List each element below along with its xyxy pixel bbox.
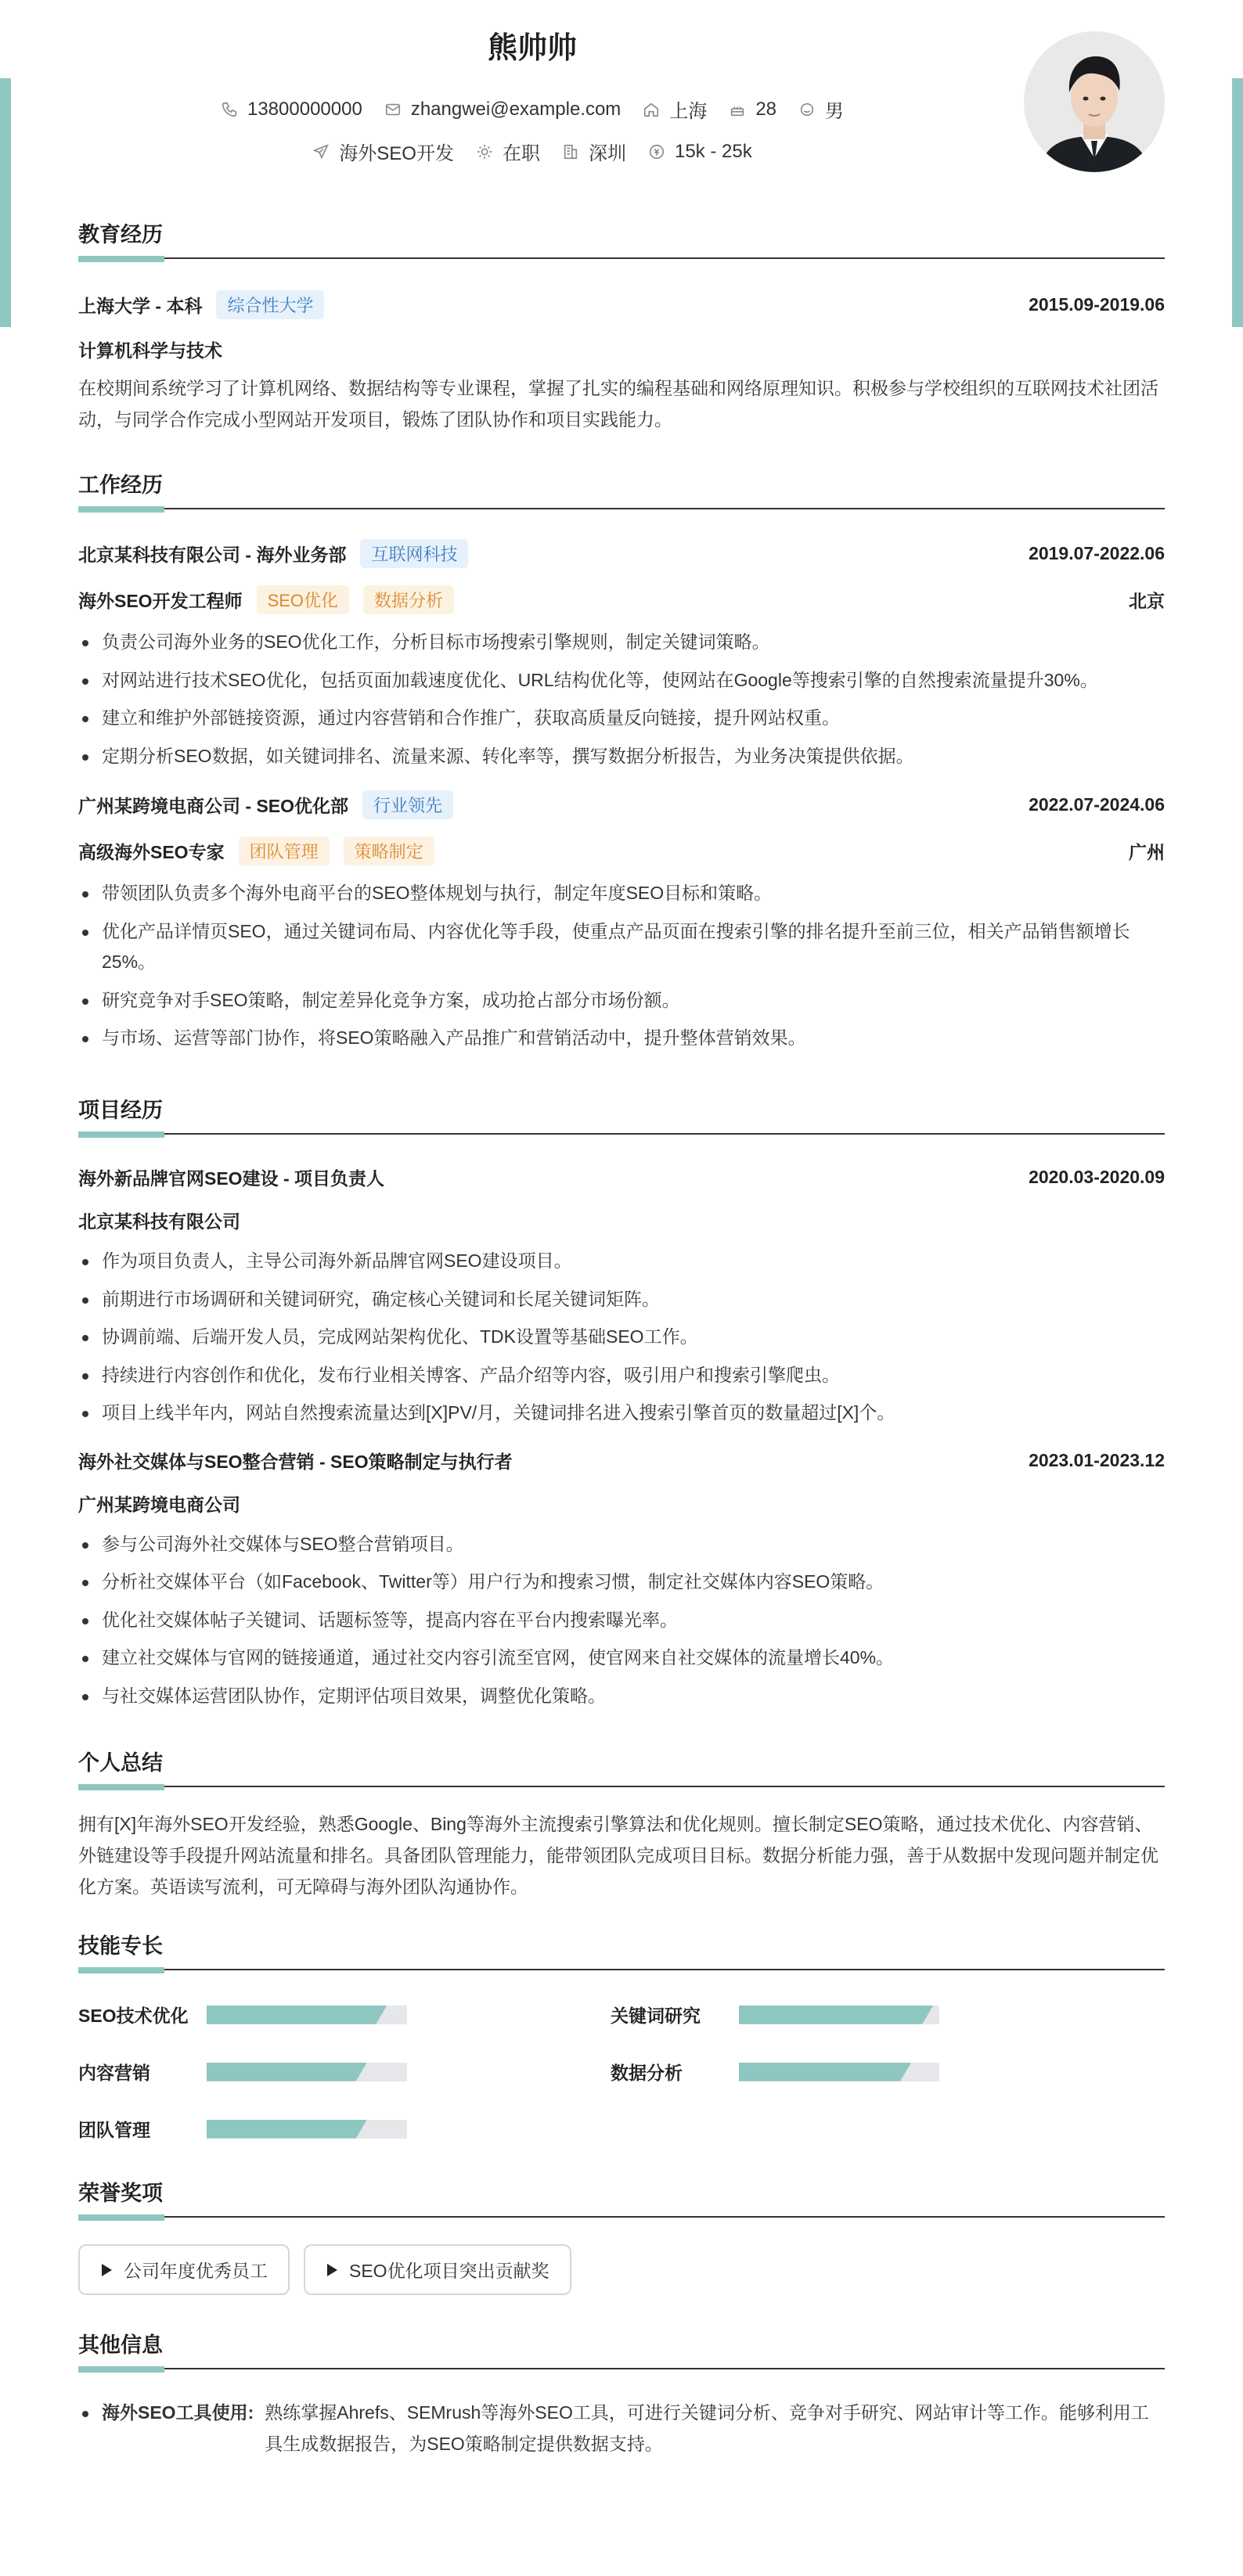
- skill-name: 内容营销: [78, 2063, 150, 2084]
- job-bullets: [78, 627, 1165, 772]
- position-row: [78, 585, 1165, 614]
- email-item: [384, 99, 622, 121]
- education-date: 2015.09-2019.06: [1029, 294, 1165, 315]
- list-item: 与社交媒体运营团队协作，定期评估项目效果，调整优化策略。: [78, 1681, 1165, 1712]
- other-title: 其他信息: [78, 2328, 1165, 2369]
- job-location: 广州: [1129, 842, 1165, 863]
- list-item: 优化产品详情页SEO，通过关键词布局、内容优化等手段，使重点产品页面在搜索引擎的排名提升至前三位，相关产品销售额增长25%。: [78, 916, 1165, 978]
- position-tag: SEO优化: [257, 585, 349, 614]
- school-tag: 综合性大学: [216, 290, 324, 319]
- skill-item: [611, 2059, 1143, 2085]
- target-city-text: 深圳: [588, 143, 626, 164]
- education-entry-header: [78, 290, 1165, 319]
- list-item: 分析社交媒体平台（如Facebook、Twitter等）用户行为和搜索习惯，制定社交媒体内容SEO策略。: [78, 1567, 1165, 1598]
- resume-page: [78, 0, 1165, 2459]
- status-text: 在职: [502, 143, 540, 164]
- resume-header: [78, 0, 1165, 194]
- education-description: 在校期间系统学习了计算机网络、数据结构等专业课程，掌握了扎实的编程基础和网络原理知识。积极参与学校组织的互联网技术社团活动，与同学合作完成小型网站开发项目，锻炼了团队协作和项目实践能力。: [78, 378, 1158, 430]
- other-text: 熟练掌握Ahrefs、SEMrush等海外SEO工具，可进行关键词分析、竞争对手研究、网站审计等工作。能够利用工具生成数据报告，为SEO策略制定提供数据支持。: [265, 2402, 1149, 2454]
- summary-text: 拥有[X]年海外SEO开发经验，熟悉Google、Bing等海外主流搜索引擎算法和优化规则。擅长制定SEO策略，通过技术优化、内容营销、外链建设等手段提升网站流量和排名。具备团队管理能力，能带领团队完成项目目标。数据分析能力强，善于从数据中发现问题并制定优化方案。英语读写流利，可无障碍与海外团队沟通协作。: [78, 1814, 1158, 1897]
- project-entry: [78, 1164, 1165, 1429]
- skill-fill: [207, 2063, 367, 2081]
- list-item: 研究竞争对手SEO策略，制定差异化竞争方案，成功抢占部分市场份额。: [78, 985, 1165, 1016]
- project-bullets: [78, 1246, 1165, 1429]
- other-label: 海外SEO工具使用:: [102, 2402, 254, 2423]
- skill-fill: [207, 2120, 367, 2139]
- play-icon: [100, 2263, 113, 2277]
- coin-icon: [648, 143, 665, 160]
- status-item: [476, 138, 540, 165]
- list-item: 前期进行市场调研和关键词研究，确定核心关键词和长尾关键词矩阵。: [78, 1284, 1165, 1315]
- job-entry: [78, 539, 1165, 772]
- awards-section: [78, 2176, 1165, 2295]
- project-name: 海外社交媒体与SEO整合营销 - SEO策略制定与执行者: [78, 1451, 513, 1472]
- skill-item: [78, 2059, 611, 2085]
- job-header: [78, 539, 1165, 568]
- skill-item: [611, 2002, 1143, 2027]
- skill-item: [78, 2116, 611, 2142]
- position-title: 海外SEO开发工程师: [78, 591, 243, 612]
- education-section: [78, 218, 1165, 435]
- work-title: 工作经历: [78, 468, 1165, 509]
- major: 计算机科学与技术: [78, 340, 222, 361]
- award-label: SEO优化项目突出贡献奖: [349, 2261, 549, 2282]
- skill-bar: [207, 2063, 407, 2081]
- list-item: 建立和维护外部链接资源，通过内容营销和合作推广，获取高质量反向链接，提升网站权重。: [78, 703, 1165, 734]
- age-item: [729, 99, 776, 121]
- gender-item: [798, 95, 844, 123]
- list-item: 参与公司海外社交媒体与SEO整合营销项目。: [78, 1529, 1165, 1560]
- projects-section: [78, 1093, 1165, 1711]
- list-item: 对网站进行技术SEO优化，包括页面加载速度优化、URL结构优化等，使网站在Google等搜索引擎的自然搜索流量提升30%。: [78, 665, 1165, 696]
- work-section: [78, 468, 1165, 1054]
- skills-title: 技能专长: [78, 1929, 1165, 1970]
- sun-icon: [476, 143, 493, 160]
- list-item: 负责公司海外业务的SEO优化工作，分析目标市场搜索引擎规则，制定关键词策略。: [78, 627, 1165, 658]
- skill-fill: [739, 2063, 911, 2081]
- list-item: 协调前端、后端开发人员，完成网站架构优化、TDK设置等基础SEO工作。: [78, 1322, 1165, 1353]
- building-icon: [562, 143, 579, 160]
- phone-text: 13800000000: [247, 98, 362, 120]
- skills-section: [78, 1929, 1165, 2142]
- gender-text: 男: [825, 101, 845, 122]
- phone-item: [221, 99, 362, 121]
- projects-title: 项目经历: [78, 1093, 1165, 1135]
- salary-text: 15k - 25k: [674, 140, 752, 162]
- award-label: 公司年度优秀员工: [124, 2261, 268, 2282]
- cake-icon: [729, 101, 746, 118]
- job-text: 海外SEO开发: [339, 143, 454, 164]
- company-name: 广州某跨境电商公司 - SEO优化部: [78, 796, 349, 817]
- award-badge: [304, 2244, 571, 2295]
- job-item: [312, 138, 454, 165]
- position-tag: 策略制定: [344, 836, 434, 865]
- skill-bar: [207, 2120, 407, 2139]
- right-accent-bar: [1232, 78, 1243, 327]
- list-item: 作为项目负责人，主导公司海外新品牌官网SEO建设项目。: [78, 1246, 1165, 1277]
- project-name: 海外新品牌官网SEO建设 - 项目负责人: [78, 1168, 385, 1189]
- list-item: 建立社交媒体与官网的链接通道，通过社交内容引流至官网，使官网来自社交媒体的流量增长40%。: [78, 1642, 1165, 1674]
- skill-name: 数据分析: [611, 2063, 683, 2084]
- skill-name: SEO技术优化: [78, 2006, 189, 2027]
- skill-name: 关键词研究: [611, 2006, 701, 2027]
- contact-row: [78, 95, 986, 123]
- list-item: 定期分析SEO数据，如关键词排名、流量来源、转化率等，撰写数据分析报告，为业务决策提供依据。: [78, 741, 1165, 772]
- company-name: 北京某科技有限公司 - 海外业务部: [78, 545, 347, 566]
- job-location: 北京: [1129, 591, 1165, 612]
- other-section: [78, 2328, 1165, 2459]
- city-item: [643, 95, 707, 123]
- summary-section: [78, 1746, 1165, 1902]
- skill-name: 团队管理: [78, 2120, 150, 2141]
- list-item: 项目上线半年内，网站自然搜索流量达到[X]PV/月，关键词排名进入搜索引擎首页的数量超过[X]个。: [78, 1398, 1165, 1429]
- job-entry: [78, 790, 1165, 1054]
- job-header: [78, 790, 1165, 819]
- job-date: 2019.07-2022.06: [1029, 543, 1165, 564]
- list-item: 与市场、运营等部门协作，将SEO策略融入产品推广和营销活动中，提升整体营销效果。: [78, 1023, 1165, 1054]
- city-text: 上海: [669, 101, 708, 122]
- list-item: 优化社交媒体帖子关键词、话题标签等，提高内容在平台内搜索曝光率。: [78, 1605, 1165, 1636]
- project-header: [78, 1164, 1165, 1190]
- awards-list: [78, 2244, 1165, 2295]
- avatar: [1024, 31, 1165, 172]
- skill-fill: [207, 2006, 387, 2024]
- project-company: 广州某跨境电商公司: [78, 1494, 240, 1515]
- company-tag: 互联网科技: [360, 539, 468, 568]
- project-bullets: [78, 1529, 1165, 1712]
- person-name: 熊帅帅: [487, 32, 577, 65]
- position-title: 高级海外SEO专家: [78, 842, 225, 863]
- education-title: 教育经历: [78, 218, 1165, 259]
- list-item: 带领团队负责多个海外电商平台的SEO整体规划与执行，制定年度SEO目标和策略。: [78, 878, 1165, 909]
- email-text: zhangwei@example.com: [410, 98, 622, 120]
- job-intent-row: [78, 138, 986, 165]
- skill-item: [78, 2002, 611, 2027]
- school-name: 上海大学 - 本科: [78, 296, 203, 316]
- award-badge: [78, 2244, 290, 2295]
- project-company: 北京某科技有限公司: [78, 1211, 240, 1232]
- list-item: 持续进行内容创作和优化，发布行业相关博客、产品介绍等内容，吸引用户和搜索引擎爬虫。: [78, 1360, 1165, 1391]
- play-icon: [326, 2263, 338, 2277]
- mail-icon: [384, 101, 402, 118]
- gender-icon: [798, 101, 816, 118]
- avatar-portrait: [1024, 31, 1165, 172]
- project-header: [78, 1448, 1165, 1473]
- send-icon: [312, 143, 330, 160]
- other-item: [78, 2398, 1165, 2459]
- position-row: [78, 836, 1165, 865]
- job-bullets: [78, 878, 1165, 1054]
- summary-title: 个人总结: [78, 1746, 1165, 1787]
- target-city-item: [562, 138, 626, 165]
- left-accent-bar: [0, 78, 11, 327]
- skills-grid: [78, 2002, 1165, 2142]
- position-tag: 团队管理: [239, 836, 330, 865]
- skill-bar: [739, 2006, 939, 2024]
- project-entry: [78, 1448, 1165, 1712]
- phone-icon: [221, 101, 238, 118]
- job-date: 2022.07-2024.06: [1029, 794, 1165, 815]
- project-date: 2023.01-2023.12: [1029, 1449, 1165, 1470]
- company-tag: 行业领先: [362, 790, 453, 819]
- project-date: 2020.03-2020.09: [1029, 1167, 1165, 1188]
- skill-bar: [739, 2063, 939, 2081]
- awards-title: 荣誉奖项: [78, 2176, 1165, 2218]
- salary-item: [648, 141, 752, 163]
- skill-bar: [207, 2006, 407, 2024]
- position-tag: 数据分析: [363, 585, 454, 614]
- home-icon: [643, 101, 660, 118]
- skill-fill: [739, 2006, 933, 2024]
- age-text: 28: [755, 98, 777, 120]
